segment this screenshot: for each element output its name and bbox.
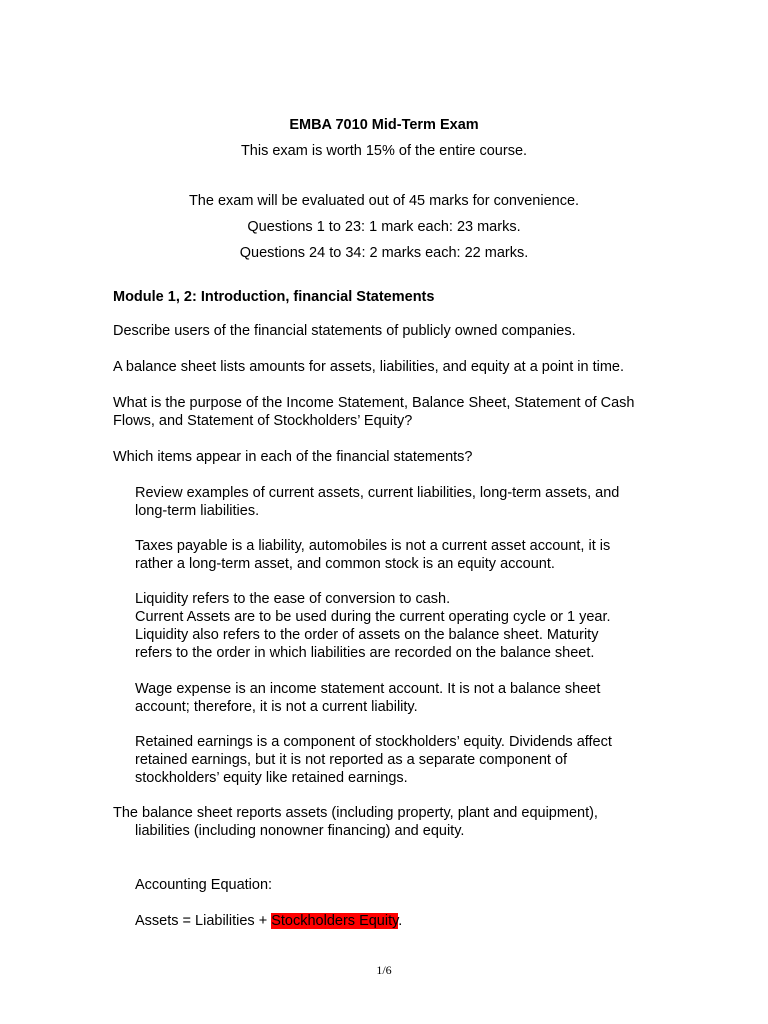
evaluation-line-1: The exam will be evaluated out of 45 marks for convenience. xyxy=(188,193,580,209)
wage-line-1: Wage expense is an income statement account. It is not a balance sheet xyxy=(135,681,601,697)
retained-line-1: Retained earnings is a component of stockholders’ equity. Dividends affect xyxy=(135,734,612,750)
liquidity-line-1: Liquidity refers to the ease of conversion to cash. xyxy=(135,591,451,607)
page-number: 1/6 xyxy=(376,963,392,977)
retained-line-2: retained earnings, but it is not reported as a separate component of xyxy=(135,752,568,768)
balance-report-line-2: liabilities (including nonowner financing) and equity. xyxy=(135,823,465,839)
equation-suffix: . xyxy=(398,913,403,929)
review-line-2: long-term liabilities. xyxy=(135,503,260,519)
liquidity-line-2: Current Assets are to be used during the current operating cycle or 1 year. xyxy=(135,609,611,625)
retained-line-3: stockholders’ equity like retained earnings. xyxy=(135,770,408,786)
accounting-equation-label: Accounting Equation: xyxy=(135,877,273,893)
paragraph-purpose-line-2: Flows, and Statement of Stockholders’ Equity? xyxy=(113,413,413,429)
paragraph-balance-sheet: A balance sheet lists amounts for assets, liabilities, and equity at a point in time. xyxy=(113,359,624,375)
exam-subtitle: This exam is worth 15% of the entire course. xyxy=(240,143,528,159)
liquidity-line-3: Liquidity also refers to the order of assets on the balance sheet. Maturity xyxy=(135,627,599,643)
taxes-line-2: rather a long-term asset, and common stock is an equity account. xyxy=(135,556,555,572)
review-line-1: Review examples of current assets, current liabilities, long-term assets, and xyxy=(135,485,620,501)
paragraph-items: Which items appear in each of the financial statements? xyxy=(113,449,473,465)
taxes-line-1: Taxes payable is a liability, automobiles is not a current asset account, it is xyxy=(135,538,611,554)
liquidity-line-4: refers to the order in which liabilities are recorded on the balance sheet. xyxy=(135,645,595,661)
equation-prefix: Assets = Liabilities + xyxy=(135,913,272,929)
exam-title: EMBA 7010 Mid-Term Exam xyxy=(289,117,479,133)
wage-line-2: account; therefore, it is not a current liability. xyxy=(135,699,418,715)
module-heading: Module 1, 2: Introduction, financial Statements xyxy=(113,289,435,305)
equation-highlight: Stockholders Equity xyxy=(271,913,399,929)
evaluation-line-3: Questions 24 to 34: 2 marks each: 22 marks. xyxy=(239,245,529,261)
evaluation-line-2: Questions 1 to 23: 1 mark each: 23 marks. xyxy=(247,219,521,235)
accounting-equation xyxy=(135,913,402,929)
balance-report-line-1: The balance sheet reports assets (including property, plant and equipment), xyxy=(113,805,598,821)
paragraph-users: Describe users of the financial statements of publicly owned companies. xyxy=(113,323,576,339)
paragraph-purpose-line-1: What is the purpose of the Income Statement, Balance Sheet, Statement of Cash xyxy=(113,395,635,411)
